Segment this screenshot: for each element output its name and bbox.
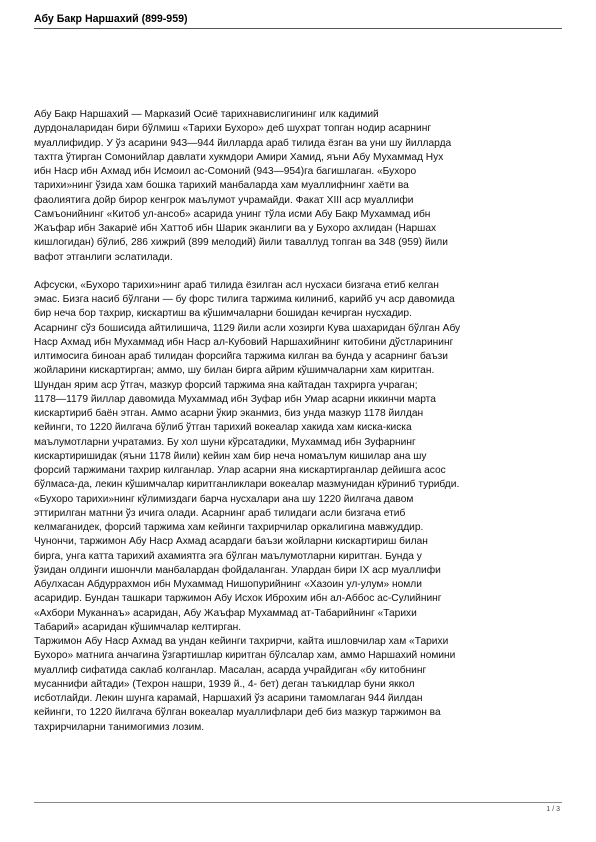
- text-line: тарихи»нинг ўзида хам бошка тарихий манбаларда хам муаллифнинг хаёти ва: [34, 180, 409, 192]
- article-body: [34, 108, 564, 735]
- text-line: Бухоро» матнига анчагина ўзгартишлар киритган бўлсалар хам, аммо Наршахий номини: [34, 650, 456, 662]
- text-line: «Ахбори Муканнаъ» асаридан, Абу Жаъфар Мухаммад ат-Табарийнинг «Тарихи: [34, 607, 417, 619]
- text-line: ибн Наср ибн Ахмад ибн Исмоил ас-Сомоний (943—954)га багишлаган. «Бухоро: [34, 166, 417, 177]
- text-line: жойларини кискартирган; аммо, шу билан бирга айрим кўшимчаларни хам киритган.: [34, 365, 435, 377]
- text-line: муаллифидир. У ўз асарини 943—944 йилларда араб тилида ёзган ва уни шу йилларда: [34, 137, 452, 149]
- paragraph-intro: [34, 108, 564, 265]
- text-line: дурдоналаридан бири бўлмиш «Тарихи Бухоро» деб шухрат топган нодир асарнинг: [34, 123, 432, 135]
- text-line: «Бухоро тарихи»нинг кўлимиздаги барча нусхалари ана шу 1220 йилгача давом: [34, 493, 414, 505]
- footer-divider: [34, 802, 562, 803]
- text-line: бирга, унга катта тарихий ахамиятга эга бўлган маълумотларни киритган. Бунда у: [34, 550, 422, 562]
- text-line: эттирилган матнни ўз ичига олади. Асарнинг араб тилидаги асли бизгача етиб: [34, 507, 406, 519]
- text-line: фаолиятига дойр бирор кенгрок маълумот учрамайди. Факат XIII аср муаллифи: [34, 194, 414, 206]
- text-line: Абу Бакр Наршахий — Марказий Осиё тарихнавислигининг илк кадимий: [34, 109, 379, 120]
- text-line: ўзидан олдинги ишончли манбалардан фойдаланган. Улардан бири IX аср муаллифи: [34, 564, 441, 576]
- text-line: форсий таржимани тахрир килганлар. Улар асарни яна кискартирганлар дейишга асос: [34, 465, 446, 476]
- text-line: кишлогидан) бўлиб, 286 хижрий (899 мелодий) йили таваллуд топган ва 348 (959) йили: [34, 237, 448, 249]
- text-line: келмаганидек, форсий таржима хам кейинги тахрирчилар оркалигина мавжуддир.: [34, 522, 424, 533]
- page-number: 1 / 3: [546, 806, 560, 813]
- text-line: бир неча бор тахрир, кискартиш ва кўшимчаларни бошидан кечирган нусхадир.: [34, 308, 412, 320]
- text-line: вафот этганлиги эслатилади.: [34, 251, 173, 263]
- text-line: мусаннифи айтади» (Техрон нашри, 1939 й., 4- бет) деган таъкидлар буни яккол: [34, 678, 415, 690]
- text-line: илтимосига биноан араб тилидан форсийга таржима килган ва бунда у асарнинг баъзи: [34, 351, 448, 362]
- text-line: Шундан ярим аср ўтгач, мазкур форсий таржима яна кайтадан тахрирга учраган;: [34, 379, 418, 391]
- text-line: тахтга ўтирган Сомонийлар давлати хукмдори Амири Хамид, яъни Абу Мухаммад Нух: [34, 151, 444, 163]
- text-line: Наср Ахмад ибн Мухаммад ибн Наср ал-Кубовий Наршахийнинг китобини дўстларининг: [34, 336, 454, 348]
- text-line: тахрирчиларни танимогимиз лозим.: [34, 721, 205, 733]
- text-line: кискартириб баён этган. Аммо асарни ўкир эканмиз, биз унда мазкур 1178 йилдан: [34, 408, 424, 419]
- header-divider: [34, 28, 562, 29]
- text-line: муаллиф сифатида саклаб колганлар. Масалан, асарда учрайдиган «бу китобнинг: [34, 664, 427, 676]
- text-line: бўлмаса-да, лекин кўшимчалар киритганликлари вокеалар мазмунидан кўриниб турибди.: [34, 479, 460, 491]
- text-line: Таржимон Абу Наср Ахмад ва ундан кейинги тахрирчи, кайта ишловчилар хам «Тарихи: [34, 636, 449, 647]
- text-line: Абулхасан Абдуррахмон ибн Мухаммад Нишопурийнинг «Хазоин ул-улум» номли: [34, 579, 422, 590]
- page-header-title: Абу Бакр Наршахий (899-959): [34, 13, 188, 25]
- text-line: асаридир. Бундан ташкари таржимон Абу Исхок Иброхим ибн ал-Аббос ас-Сулийнинг: [34, 593, 442, 605]
- text-line: 1178—1179 йиллар давомида Мухаммад ибн Зуфар ибн Умар асарни иккинчи марта: [34, 393, 436, 405]
- text-line: Афсуски, «Бухоро тарихи»нинг араб тилида ёзилган асл нусхаси бизгача етиб келган: [34, 279, 439, 291]
- text-line: Чунончи, таржимон Абу Наср Ахмад асардаги баъзи жойларни кискартириш билан: [34, 536, 428, 548]
- text-line: Табарий» асаридан кўшимчалар келтирган.: [34, 621, 242, 633]
- paragraph-history: [34, 279, 564, 735]
- text-line: Асарнинг сўз бошисида айтилишича, 1129 йили асли хозирги Кува шахаридан бўлган Абу: [34, 322, 461, 334]
- text-line: кейинги, то 1220 йилгача бўлиб ўтган тарихий вокеалар хакида хам киска-киска: [34, 422, 412, 434]
- text-line: эмас. Бизга насиб бўлгани — бу форс тилига таржима килиниб, карийб уч аср давомида: [34, 294, 455, 305]
- text-line: исботлайди. Лекин шунга карамай, Наршахий ўз асарини тамомлаган 944 йилдан: [34, 693, 423, 704]
- text-line: кейинги, то 1220 йилгача бўлган вокеалар муаллифлари деб биз мазкур таржимон ва: [34, 707, 441, 719]
- text-line: кискартиришидак (яъни 1178 йили) кейин хам бир неча номаълум кишилар ана шу: [34, 450, 427, 462]
- text-line: Жаъфар ибн Закариё ибн Хаттоб ибн Шарик эканлиги ва у Бухоро ахлидан (Наршах: [34, 223, 437, 234]
- text-line: маълумотларни учратамиз. Бу хол шуни кўрсатадики, Мухаммад ибн Зуфарнинг: [34, 436, 416, 448]
- text-line: Самъонийнинг «Китоб ул-ансоб» асарида унинг тўла исми Абу Бакр Мухаммад ибн: [34, 208, 431, 220]
